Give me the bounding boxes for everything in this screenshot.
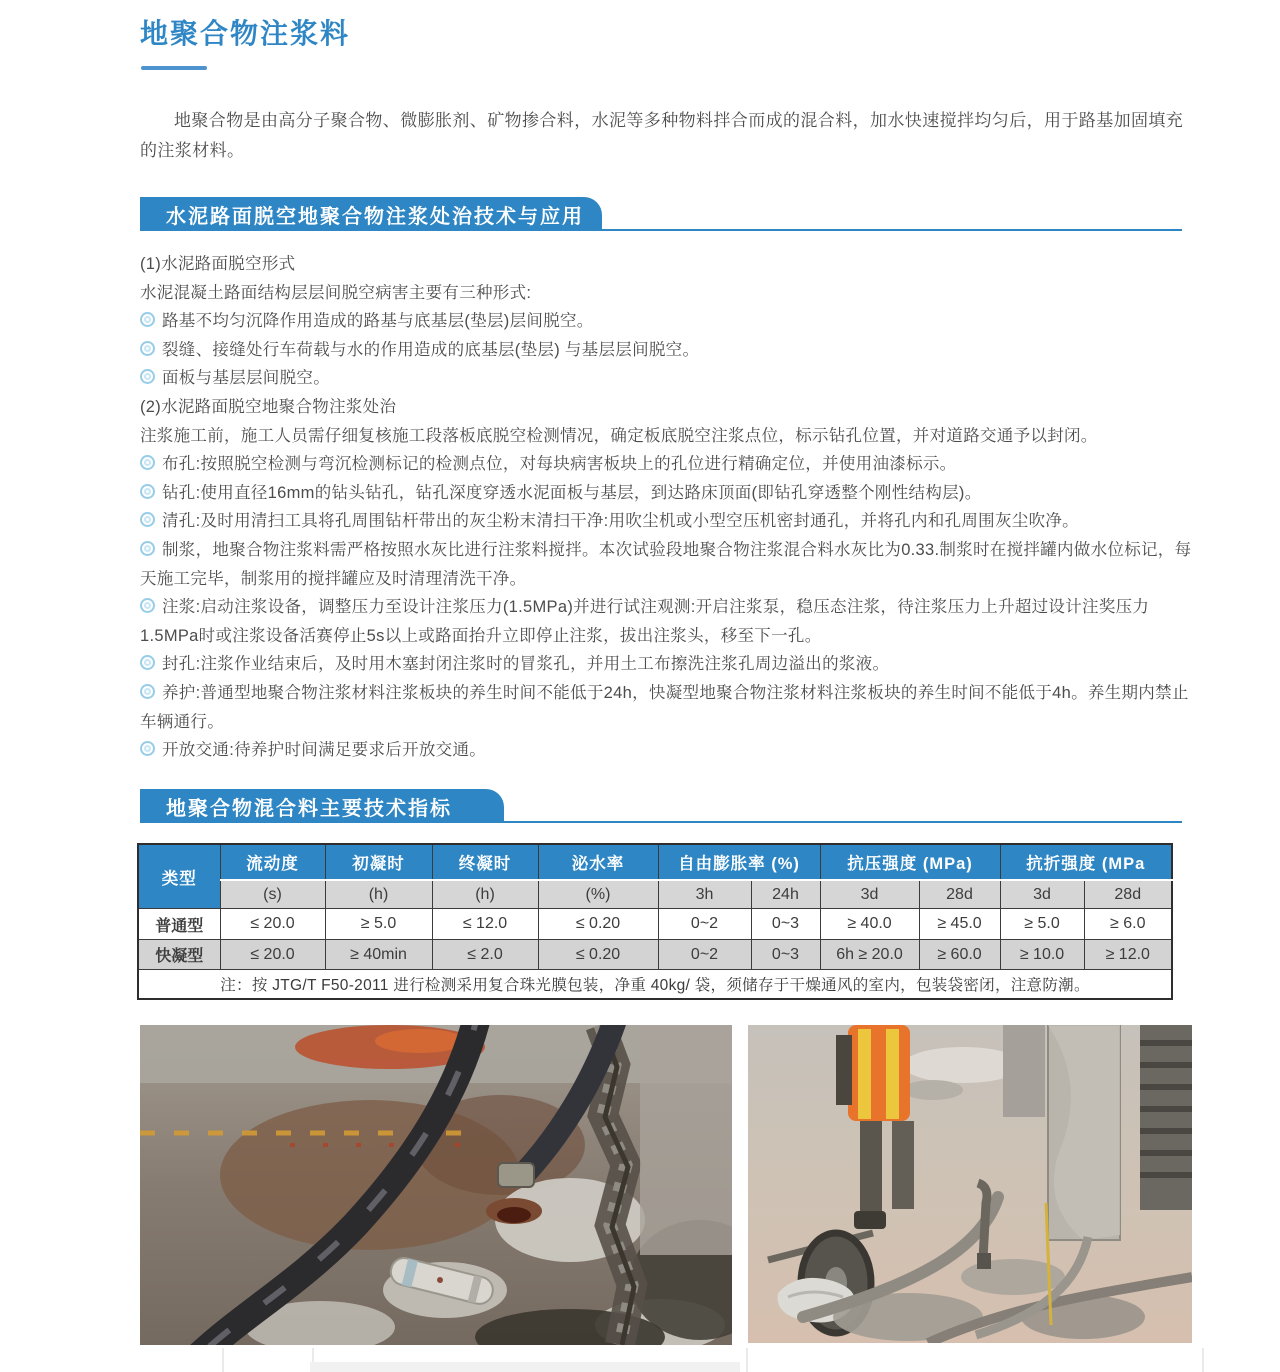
list-item: 养护:普通型地聚合物注浆材料注浆板块的养生时间不能低于24h，快凝型地聚合物注浆材料注浆板块的养生时间不能低于4h。养生期内禁止车辆通行。 [140, 683, 1189, 731]
scan-artifact [222, 1348, 224, 1372]
table-cell: ≤ 0.20 [538, 940, 658, 970]
section-header-specs [140, 789, 504, 823]
content-list [140, 250, 1192, 765]
table-cell: 0~2 [658, 909, 751, 940]
table-cell: ≥ 12.0 [1084, 940, 1172, 970]
table-cell: ≤ 12.0 [432, 909, 538, 940]
photo-grouting-hole-art [140, 1025, 732, 1345]
table-cell: 6h ≥ 20.0 [820, 940, 919, 970]
table-cell: ≥ 40min [325, 940, 432, 970]
ring-bullet-icon [140, 684, 155, 699]
table-cell: ≥ 40.0 [820, 909, 919, 940]
table-unit-cell: (s) [220, 880, 325, 909]
ring-bullet-icon [140, 455, 155, 470]
table-header-cell: 抗压强度 (MPa) [820, 844, 1000, 880]
table-header-cell: 终凝时 [432, 844, 538, 880]
table-cell: 快凝型 [138, 940, 220, 970]
table-cell: ≤ 20.0 [220, 909, 325, 940]
photo-grouting-site-art [748, 1025, 1192, 1343]
table-note-row [138, 970, 1172, 1000]
table-cell: ≤ 0.20 [538, 909, 658, 940]
table-cell: ≥ 10.0 [1000, 940, 1084, 970]
ring-bullet-icon [140, 541, 155, 556]
table-unit-cell: 3h [658, 880, 751, 909]
list-item: 开放交通:待养护时间满足要求后开放交通。 [140, 736, 1192, 765]
table-note-cell: 注：按 JTG/T F50-2011 进行检测采用复合珠光膜包装，净重 40kg/ 袋，须储存于干燥通风的室内，包装袋密闭，注意防潮。 [138, 970, 1172, 1000]
table-cell: ≥ 6.0 [1084, 909, 1172, 940]
ring-bullet-icon [140, 484, 155, 499]
scan-artifact [746, 1348, 748, 1372]
table-header-cell: 抗折强度 (MPa [1000, 844, 1172, 880]
table-header-cell: 初凝时 [325, 844, 432, 880]
table-cell: 0~2 [658, 940, 751, 970]
section-header-treatment [140, 197, 602, 231]
table-unit-cell: 3d [1000, 880, 1084, 909]
list-item: 封孔:注浆作业结束后，及时用木塞封闭注浆时的冒浆孔，并用土工布擦洗注浆孔周边溢出的浆液。 [140, 650, 1192, 679]
photo-grouting-site [748, 1025, 1192, 1343]
table-header-cell: 流动度 [220, 844, 325, 880]
ring-bullet-icon [140, 512, 155, 527]
scan-artifact [310, 1362, 740, 1372]
table-unit-cell: (h) [325, 880, 432, 909]
table-unit-cell: 24h [751, 880, 820, 909]
section-header-label: 水泥路面脱空地聚合物注浆处治技术与应用 [166, 205, 584, 228]
table-row [138, 940, 1172, 970]
list-item: 裂缝、接缝处行车荷载与水的作用造成的底基层(垫层) 与基层层间脱空。 [140, 336, 1192, 365]
list-item: 水泥混凝土路面结构层层间脱空病害主要有三种形式: [140, 283, 532, 302]
table-cell: ≥ 5.0 [1000, 909, 1084, 940]
list-item: 制浆，地聚合物注浆料需严格按照水灰比进行注浆料搅拌。本次试验段地聚合物注浆混合料水灰比为0.33.制浆时在搅拌罐内做水位标记，每天施工完毕，制浆用的搅拌罐应及时清理清洗干净。 [140, 540, 1192, 588]
specs-table [137, 843, 1173, 1000]
photo-grouting-hole [140, 1025, 732, 1345]
table-units-row [138, 880, 1172, 909]
ring-bullet-icon [140, 741, 155, 756]
list-item: 路基不均匀沉降作用造成的路基与底基层(垫层)层间脱空。 [140, 307, 1192, 336]
table-header-row [138, 844, 1172, 880]
ring-bullet-icon [140, 655, 155, 670]
list-item: 注浆:启动注浆设备，调整压力至设计注浆压力(1.5MPa)并进行试注观测:开启注浆泵，稳压态注浆，待注浆压力上升超过设计注奖压力1.5MPa时或注浆设备活赛停止5s以上或路面抬升立即停止注浆，拔出注浆头，移至下一孔。 [140, 598, 1150, 645]
list-item: (2)水泥路面脱空地聚合物注浆处治 [140, 397, 397, 416]
ring-bullet-icon [140, 312, 155, 327]
table-cell: 普通型 [138, 909, 220, 940]
page-title: 地聚合物注浆料 [140, 18, 351, 49]
section-header-label: 地聚合物混合料主要技术指标 [166, 797, 452, 820]
list-item: 钻孔:使用直径16mm的钻头钻孔，钻孔深度穿透水泥面板与基层，到达路床顶面(即钻孔穿透整个刚性结构层)。 [140, 479, 1192, 508]
table-cell: 0~3 [751, 940, 820, 970]
list-item: 清孔:及时用清扫工具将孔周围钻杆带出的灰尘粉末清扫干净:用吹尘机或小型空压机密封通孔，并将孔内和孔周围灰尘吹净。 [140, 507, 1192, 536]
scan-artifact [1202, 1348, 1204, 1372]
table-unit-cell: 3d [820, 880, 919, 909]
intro-paragraph: 地聚合物是由高分子聚合物、微膨胀剂、矿物掺合料，水泥等多种物料拌合而成的混合料，加水快速搅拌均匀后，用于路基加固填充的注浆材料。 [140, 111, 1184, 160]
table-header-cell: 类型 [138, 844, 220, 909]
table-unit-cell: (%) [538, 880, 658, 909]
table-unit-cell: (h) [432, 880, 538, 909]
ring-bullet-icon [140, 341, 155, 356]
table-header-cell: 泌水率 [538, 844, 658, 880]
table-header-cell: 自由膨胀率 (%) [658, 844, 820, 880]
table-cell: ≥ 5.0 [325, 909, 432, 940]
table-cell: ≥ 45.0 [919, 909, 1000, 940]
ring-bullet-icon [140, 598, 155, 613]
table-row [138, 909, 1172, 940]
table-unit-cell: 28d [919, 880, 1000, 909]
list-item: (1)水泥路面脱空形式 [140, 255, 296, 273]
specs-table-wrap [137, 843, 1173, 1000]
ring-bullet-icon [140, 369, 155, 384]
table-cell: ≤ 20.0 [220, 940, 325, 970]
title-underline [141, 66, 207, 70]
list-item: 面板与基层层间脱空。 [140, 364, 1192, 393]
list-item: 布孔:按照脱空检测与弯沉检测标记的检测点位，对每块病害板块上的孔位进行精确定位，并使用油漆标示。 [140, 450, 1192, 479]
table-cell: ≤ 2.0 [432, 940, 538, 970]
table-unit-cell: 28d [1084, 880, 1172, 909]
table-cell: ≥ 60.0 [919, 940, 1000, 970]
list-item: 注浆施工前，施工人员需仔细复核施工段落板底脱空检测情况，确定板底脱空注浆点位，标示钻孔位置，并对道路交通予以封闭。 [140, 426, 1098, 445]
table-cell: 0~3 [751, 909, 820, 940]
